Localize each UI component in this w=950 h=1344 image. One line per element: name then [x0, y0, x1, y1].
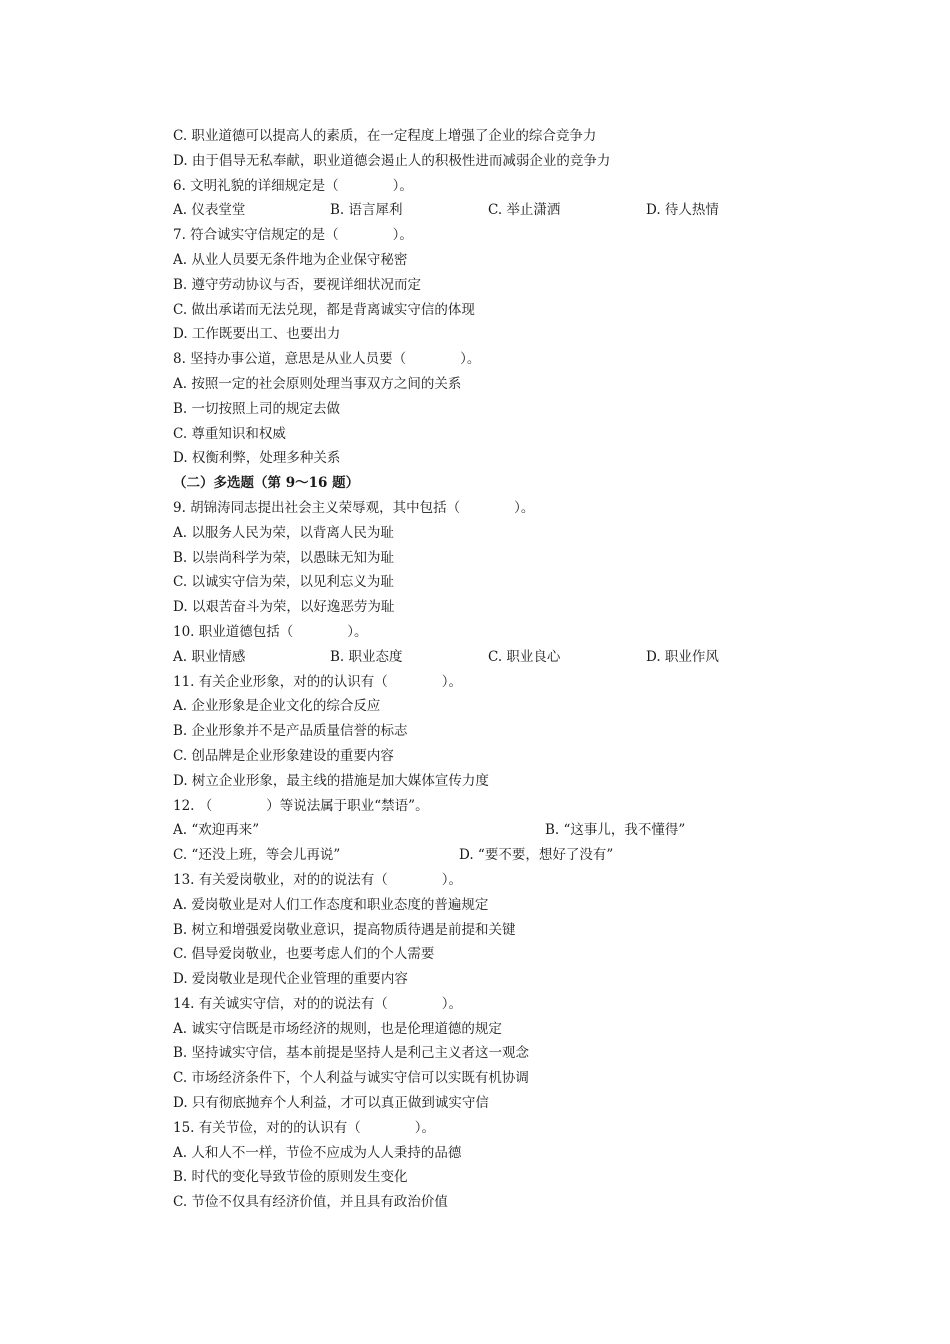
text-line: B. 企业形象并不是产品质量信誉的标志 [173, 723, 408, 740]
option: C. “还没上班，等会儿再说” [173, 847, 341, 864]
section-heading: （二）多选题（第 9～16 题） [173, 475, 360, 492]
option: A. “欢迎再来” [173, 822, 260, 839]
option: C. 职业良心 [488, 648, 561, 665]
text-line: C. 创品牌是企业形象建设的重要内容 [173, 747, 394, 764]
question-line: 9. 胡锦涛同志提出社会主义荣辱观，其中包括（ ）。 [173, 499, 535, 516]
option: A. 仪表堂堂 [173, 202, 246, 219]
text-line: A. 人和人不一样，节俭不应成为人人秉持的品德 [173, 1144, 462, 1161]
text-line: D. 以艰苦奋斗为荣，以好逸恶劳为耻 [173, 599, 395, 616]
text-line: B. 坚持诚实守信，基本前提是坚持人是利己主义者这一观念 [173, 1045, 530, 1062]
option: A. 职业情感 [173, 648, 246, 665]
text-line: C. 市场经济条件下，个人利益与诚实守信可以实既有机协调 [173, 1070, 529, 1087]
document-page [173, 124, 893, 1215]
text-line: C. 以诚实守信为荣，以见利忘义为耻 [173, 574, 394, 591]
text-line: A. 以服务人民为荣，以背离人民为耻 [173, 524, 394, 541]
question-line: 11. 有关企业形象，对的的认识有（ ）。 [173, 673, 463, 690]
options-row [173, 843, 893, 868]
text-line: D. 只有彻底抛弃个人利益，才可以真正做到诚实守信 [173, 1095, 489, 1112]
options-row [173, 645, 893, 670]
question-line: 10. 职业道德包括（ ）。 [173, 623, 368, 640]
option: C. 举止潇洒 [488, 202, 561, 219]
text-line: B. 一切按照上司的规定去做 [173, 400, 341, 417]
question-line: 14. 有关诚实守信，对的的说法有（ ）。 [173, 995, 463, 1012]
option: B. 语言犀利 [330, 202, 403, 219]
text-line: D. 爱岗敬业是现代企业管理的重要内容 [173, 971, 408, 988]
options-row [173, 818, 893, 843]
text-line: B. 以崇尚科学为荣，以愚昧无知为耻 [173, 549, 395, 566]
text-line: D. 工作既要出工、也要出力 [173, 326, 341, 343]
text-line: B. 时代的变化导致节俭的原则发生变化 [173, 1169, 408, 1186]
text-line: D. 树立企业形象，最主线的措施是加大媒体宣传力度 [173, 772, 489, 789]
question-line: 8. 坚持办事公道，意思是从业人员要（ ）。 [173, 351, 481, 368]
text-line: C. 做出承诺而无法兑现，都是背离诚实守信的体现 [173, 301, 475, 318]
text-line: A. 企业形象是企业文化的综合反应 [173, 698, 381, 715]
text-line: A. 从业人员要无条件地为企业保守秘密 [173, 251, 408, 268]
text-line: D. 权衡利弊，处理多种关系 [173, 450, 341, 467]
text-line: A. 爱岗敬业是对人们工作态度和职业态度的普遍规定 [173, 896, 489, 913]
text-line: D. 由于倡导无私奉献，职业道德会遏止人的积极性进而减弱企业的竞争力 [173, 152, 611, 169]
option: B. “这事儿，我不懂得” [545, 822, 686, 839]
option: D. 职业作风 [646, 648, 719, 665]
option: B. 职业态度 [330, 648, 403, 665]
option: D. 待人热情 [646, 202, 719, 219]
question-line: 13. 有关爱岗敬业，对的的说法有（ ）。 [173, 871, 463, 888]
question-line: 12. （ ）等说法属于职业“禁语”。 [173, 797, 429, 814]
text-line: C. 职业道德可以提高人的素质，在一定程度上增强了企业的综合竞争力 [173, 128, 597, 144]
text-line: B. 遵守劳动协议与否，要视详细状况而定 [173, 276, 422, 293]
option: D. “要不要，想好了没有” [459, 847, 614, 864]
text-line: A. 按照一定的社会原则处理当事双方之间的关系 [173, 375, 462, 392]
text-line: B. 树立和增强爱岗敬业意识，提高物质待遇是前提和关键 [173, 921, 516, 938]
question-line: 15. 有关节俭，对的的认识有（ ）。 [173, 1119, 436, 1136]
options-row [173, 198, 893, 223]
question-line: 6. 文明礼貌的详细规定是（ ）。 [173, 177, 413, 194]
question-line: 7. 符合诚实守信规定的是（ ）。 [173, 227, 413, 244]
text-line: C. 尊重知识和权威 [173, 425, 286, 442]
text-line: A. 诚实守信既是市场经济的规则，也是伦理道德的规定 [173, 1020, 502, 1037]
text-line: C. 倡导爱岗敬业，也要考虑人们的个人需要 [173, 946, 435, 963]
text-line: C. 节俭不仅具有经济价值，并且具有政治价值 [173, 1194, 448, 1211]
